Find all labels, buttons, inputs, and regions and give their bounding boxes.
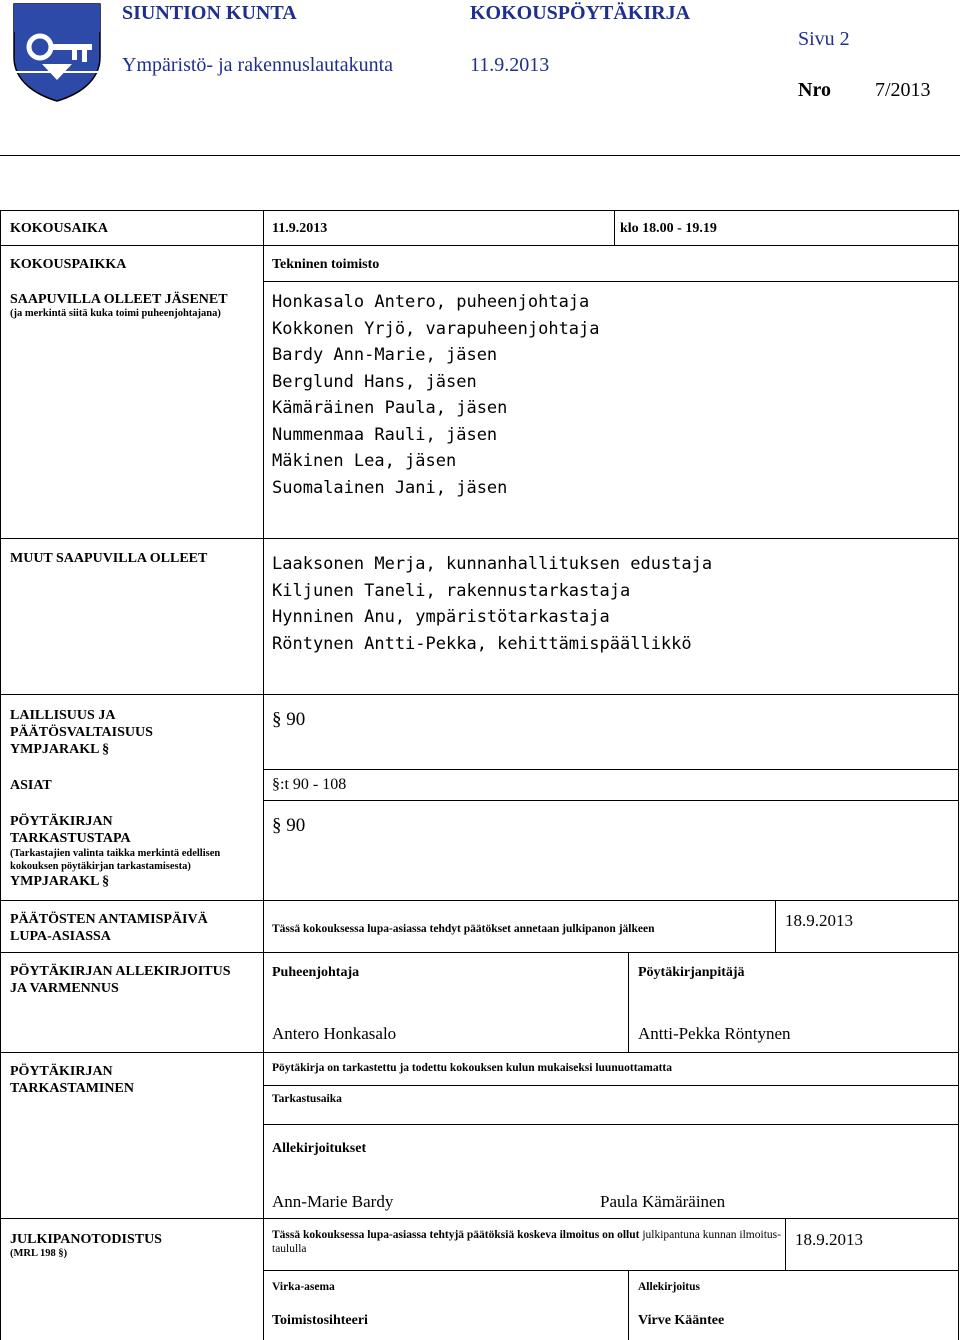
review-method-section: § 90 bbox=[272, 815, 306, 836]
date-cell-divider bbox=[775, 900, 776, 952]
review-text: Pöytäkirja on tarkastettu ja todettu kokouksen kulun mukaiseksi luunuottamatta bbox=[272, 1062, 673, 1074]
row-line bbox=[0, 952, 958, 953]
row-line bbox=[0, 245, 958, 246]
review-method-label: PÖYTÄKIRJAN TARKASTUSTAPA (Tarkastajien valinta taikka merkintä edellisen kokouksen pöytäkirjan tarkastamisesta) YMPJARAKL § bbox=[10, 814, 221, 889]
chair-name: Antero Honkasalo bbox=[272, 1024, 397, 1043]
frame-top bbox=[0, 210, 958, 211]
notice-date-divider bbox=[785, 1218, 786, 1270]
nro-value: 7/2013 bbox=[875, 79, 931, 101]
row-line bbox=[263, 800, 958, 801]
row-line bbox=[263, 1085, 958, 1086]
meeting-time-label: KOKOUSAIKA bbox=[10, 221, 109, 236]
other-attendee: Hynninen Anu, ympäristötarkastaja bbox=[272, 607, 610, 627]
legality-section: § 90 bbox=[272, 709, 306, 730]
position-label: Virka-asema bbox=[272, 1281, 335, 1293]
notice-text: Tässä kokouksessa lupa-asiassa tehtyjä päätöksiä koskeva ilmoitus on ollut julkipantuna kunnan ilmoitus- taululla bbox=[272, 1229, 781, 1255]
decision-date-text: Tässä kokouksessa lupa-asiassa tehdyt päätökset annetaan julkipanon jälkeen bbox=[272, 923, 655, 935]
time-cell-divider bbox=[614, 210, 615, 245]
secretary-label: Pöytäkirjanpitäjä bbox=[638, 965, 745, 980]
member-item: Kokkonen Yrjö, varapuheenjohtaja bbox=[272, 318, 600, 339]
member-item: Nummenmaa Rauli, jäsen bbox=[272, 424, 498, 445]
header-divider bbox=[0, 155, 960, 156]
signature-label: PÖYTÄKIRJAN ALLEKIRJOITUS JA VARMENNUS bbox=[10, 964, 231, 996]
members-label: SAAPUVILLA OLLEET JÄSENET bbox=[10, 292, 228, 307]
row-line bbox=[0, 694, 958, 695]
items-label: ASIAT bbox=[10, 778, 52, 793]
review-label: PÖYTÄKIRJAN TARKASTAMINEN bbox=[10, 1064, 134, 1096]
meeting-time: klo 18.00 - 19.19 bbox=[620, 221, 717, 236]
meeting-place: Tekninen toimisto bbox=[272, 257, 380, 272]
review-signatures-label: Allekirjoitukset bbox=[272, 1141, 367, 1156]
signer-name: Virve Kääntee bbox=[638, 1313, 725, 1328]
frame-left bbox=[0, 210, 1, 1340]
member-item: Kämäräinen Paula, jäsen bbox=[272, 398, 508, 418]
members-list bbox=[272, 289, 600, 501]
member-item: Berglund Hans, jäsen bbox=[272, 371, 477, 392]
others-label: MUUT SAAPUVILLA OLLEET bbox=[10, 551, 208, 566]
column-divider bbox=[263, 210, 264, 1340]
others-list bbox=[272, 551, 712, 657]
municipal-crest bbox=[12, 2, 102, 102]
notice-sublabel: (MRL 198 §) bbox=[10, 1248, 68, 1259]
items-value: §:t 90 - 108 bbox=[272, 776, 347, 793]
org-name: SIUNTION KUNTA bbox=[122, 2, 297, 24]
member-item: Suomalainen Jani, jäsen bbox=[272, 477, 508, 498]
secretary-name: Antti-Pekka Röntynen bbox=[638, 1024, 791, 1043]
notice-date: 18.9.2013 bbox=[795, 1230, 863, 1249]
row-line bbox=[0, 1052, 958, 1053]
other-attendee: Kiljunen Taneli, rakennustarkastaja bbox=[272, 580, 631, 601]
row-line bbox=[0, 1218, 958, 1219]
row-line bbox=[0, 900, 958, 901]
meeting-place-label: KOKOUSPAIKKA bbox=[10, 257, 127, 272]
frame-right bbox=[958, 210, 959, 1340]
other-attendee: Röntynen Antti-Pekka, kehittämispäällikkö bbox=[272, 633, 692, 654]
members-sublabel: (ja merkintä siitä kuka toimi puheenjohtajana) bbox=[10, 308, 221, 319]
row-line bbox=[263, 281, 958, 282]
page-number: Sivu 2 bbox=[798, 28, 850, 50]
header-date: 11.9.2013 bbox=[470, 54, 550, 76]
notice-signature-label: Allekirjoitus bbox=[638, 1281, 700, 1293]
other-attendee: Laaksonen Merja, kunnanhallituksen edustaja bbox=[272, 554, 713, 574]
reviewer-name: Paula Kämäräinen bbox=[600, 1192, 726, 1211]
row-line bbox=[263, 1124, 958, 1125]
reviewer-name: Ann-Marie Bardy bbox=[272, 1192, 394, 1211]
notice-label: JULKIPANOTODISTUS bbox=[10, 1232, 162, 1247]
signature-divider bbox=[628, 952, 629, 1052]
signer-position: Toimistosihteeri bbox=[272, 1313, 368, 1328]
member-item: Honkasalo Antero, puheenjohtaja bbox=[272, 292, 590, 312]
legality-label: LAILLISUUS JA PÄÄTÖSVALTAISUUS YMPJARAKL § bbox=[10, 708, 153, 757]
row-line bbox=[0, 538, 958, 539]
row-line bbox=[263, 1270, 958, 1271]
member-item: Mäkinen Lea, jäsen bbox=[272, 451, 457, 471]
member-item: Bardy Ann-Marie, jäsen bbox=[272, 345, 498, 365]
decision-date-label: PÄÄTÖSTEN ANTAMISPÄIVÄ LUPA-ASIASSA bbox=[10, 912, 208, 944]
notice-sign-divider bbox=[628, 1270, 629, 1340]
nro-label: Nro bbox=[798, 79, 831, 101]
meeting-date: 11.9.2013 bbox=[272, 221, 328, 236]
doc-type: KOKOUSPÖYTÄKIRJA bbox=[470, 2, 691, 24]
decision-date-value: 18.9.2013 bbox=[785, 911, 853, 930]
chair-label: Puheenjohtaja bbox=[272, 965, 360, 980]
committee-name: Ympäristö- ja rakennuslautakunta bbox=[122, 54, 394, 76]
review-time-label: Tarkastusaika bbox=[272, 1093, 342, 1105]
row-line bbox=[263, 769, 958, 770]
